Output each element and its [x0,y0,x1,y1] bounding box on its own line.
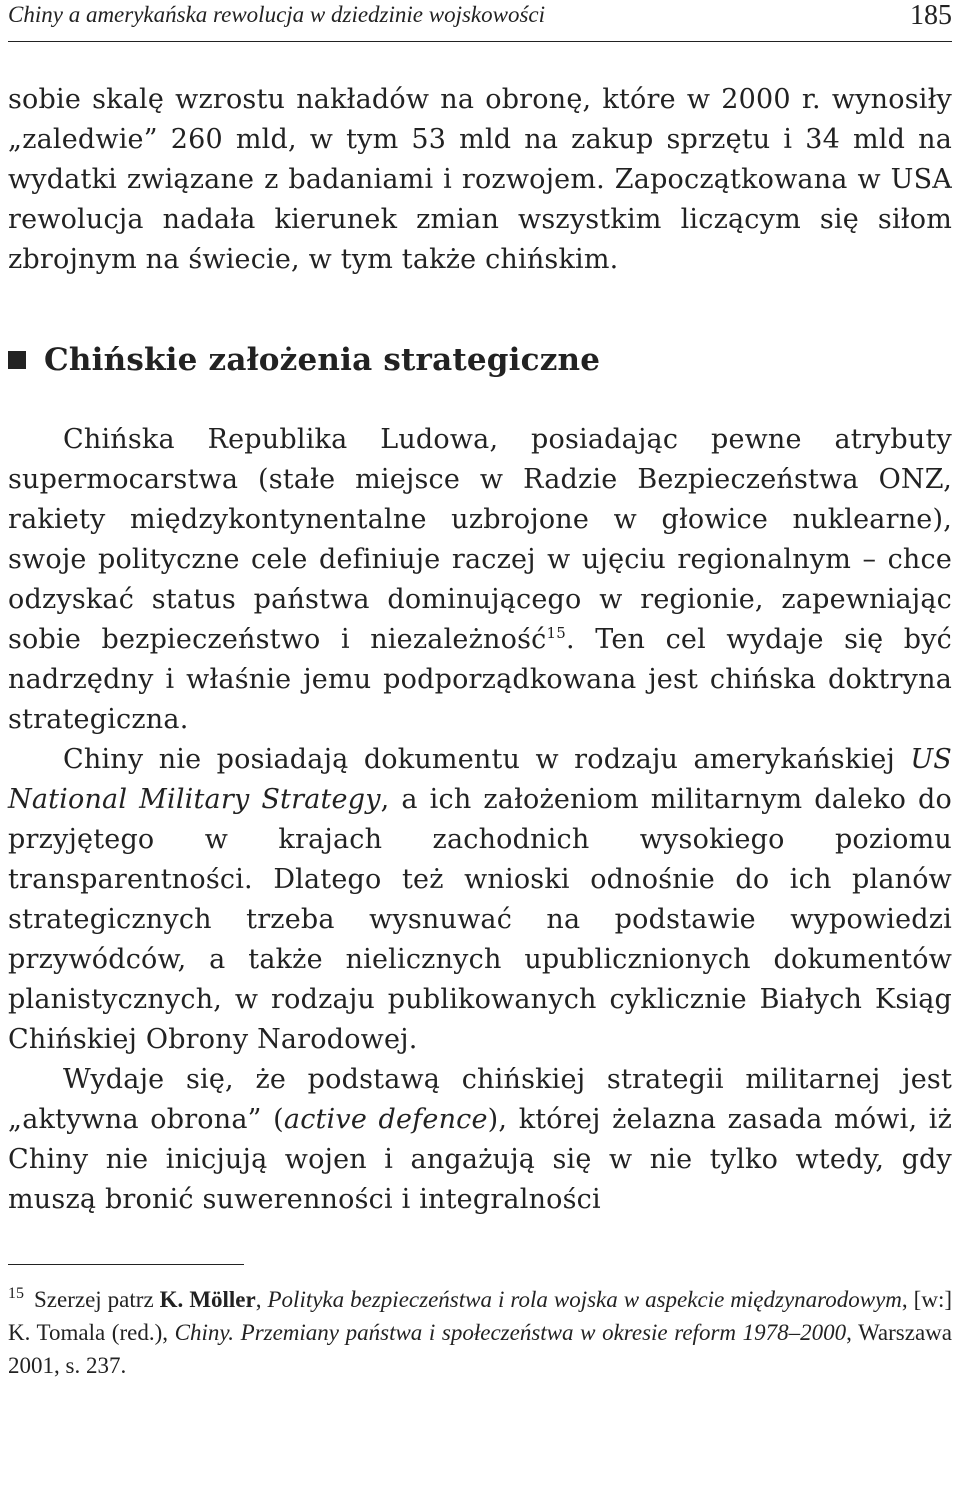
paragraph-3-italic: US National Military Strategy [8,744,952,815]
document-page [8,0,952,1382]
body-text [8,80,952,1220]
paragraph-4-text-b: ), której żelazna zasada mówi, iż Chiny nie inicjują wojen i angażują się w nie tylko wtedy, gdy muszą bronić suwerenności i integralności [8,1104,953,1215]
footnote-text-3: , [w:] K. Tomala (red.), [8,1287,952,1345]
paragraph-4-text-a: Wydaje się, że podstawą chińskiej strategii militarnej jest „aktywna obrona” ( [8,1064,952,1135]
footnote [8,1283,952,1382]
paragraph-3 [8,740,952,1060]
paragraph-3-text-a: Chiny nie posiadają dokumentu w rodzaju amerykańskiej [63,744,911,775]
paragraph-3-text-b: , a ich założeniom militarnym daleko do przyjętego w krajach zachodnich wysokiego poziomu transparentności. Dlatego też wnioski odnośnie do ich planów strategicznych trzeba wysnuwać na podstawie wypowiedzi przywódców, a także nielicznych upublicznionych dokumentów planistycznych, w rodzaju publikowanych cyklicznie Białych Ksiąg Chińskiej Obrony Narodowej. [8,784,952,1055]
page-number: 185 [910,0,952,31]
footnote-author: K. Möller [159,1287,256,1312]
footnote-text-1: Szerzej patrz [34,1287,160,1312]
paragraph-1: sobie skalę wzrostu nakładów na obronę, które w 2000 r. wynosiły „zaledwie” 260 mld, w tym 53 mld na zakup sprzętu i 34 mld na wydatki związane z badaniami i rozwojem. Zapoczątkowana w USA rewolucja nadała kierunek zmian wszystkim liczącym się siłom zbrojnym na świecie, w tym także chińskim. [8,84,952,275]
footnote-separator [8,1264,244,1265]
footnote-text-4: , Warszawa 2001, s. 237. [8,1320,952,1378]
footnote-title-1: Polityka bezpieczeństwa i rola wojska w aspekcie międzynarodowym [267,1287,902,1312]
paragraph-4 [8,1060,952,1220]
footnote-ref[interactable]: 15 [546,624,566,642]
footnote-title-2: Chiny. Przemiany państwa i społeczeństwa w okresie reform 1978–2000 [174,1320,847,1345]
footnote-text-2: , [255,1287,268,1312]
paragraph-2 [8,420,952,740]
paragraph-4-italic: active defence [283,1104,488,1135]
section-heading [8,340,952,380]
running-header [8,0,952,42]
paragraph-2-text-a: Chińska Republika Ludowa, posiadając pewne atrybuty supermocarstwa (stałe miejsce w Radzie Bezpieczeństwa ONZ, rakiety międzykontynentalne uzbrojone w głowice nuklearne), swoje polityczne cele definiuje raczej w ujęciu regionalnym – chce odzyskać status państwa dominującego w regionie, zapewniając sobie bezpieczeństwo i niezależność [8,424,952,655]
running-title: Chiny a amerykańska rewolucja w dziedzinie wojskowości [8,2,546,27]
paragraph-2-text-b: . Ten cel wydaje się być nadrzędny i właśnie jemu podporządkowana jest chińska doktryna strategiczna. [8,624,952,735]
footnote-number: 15 [8,1285,24,1303]
section-heading-text: Chińskie założenia strategiczne [44,342,601,378]
square-bullet-icon [8,351,26,369]
